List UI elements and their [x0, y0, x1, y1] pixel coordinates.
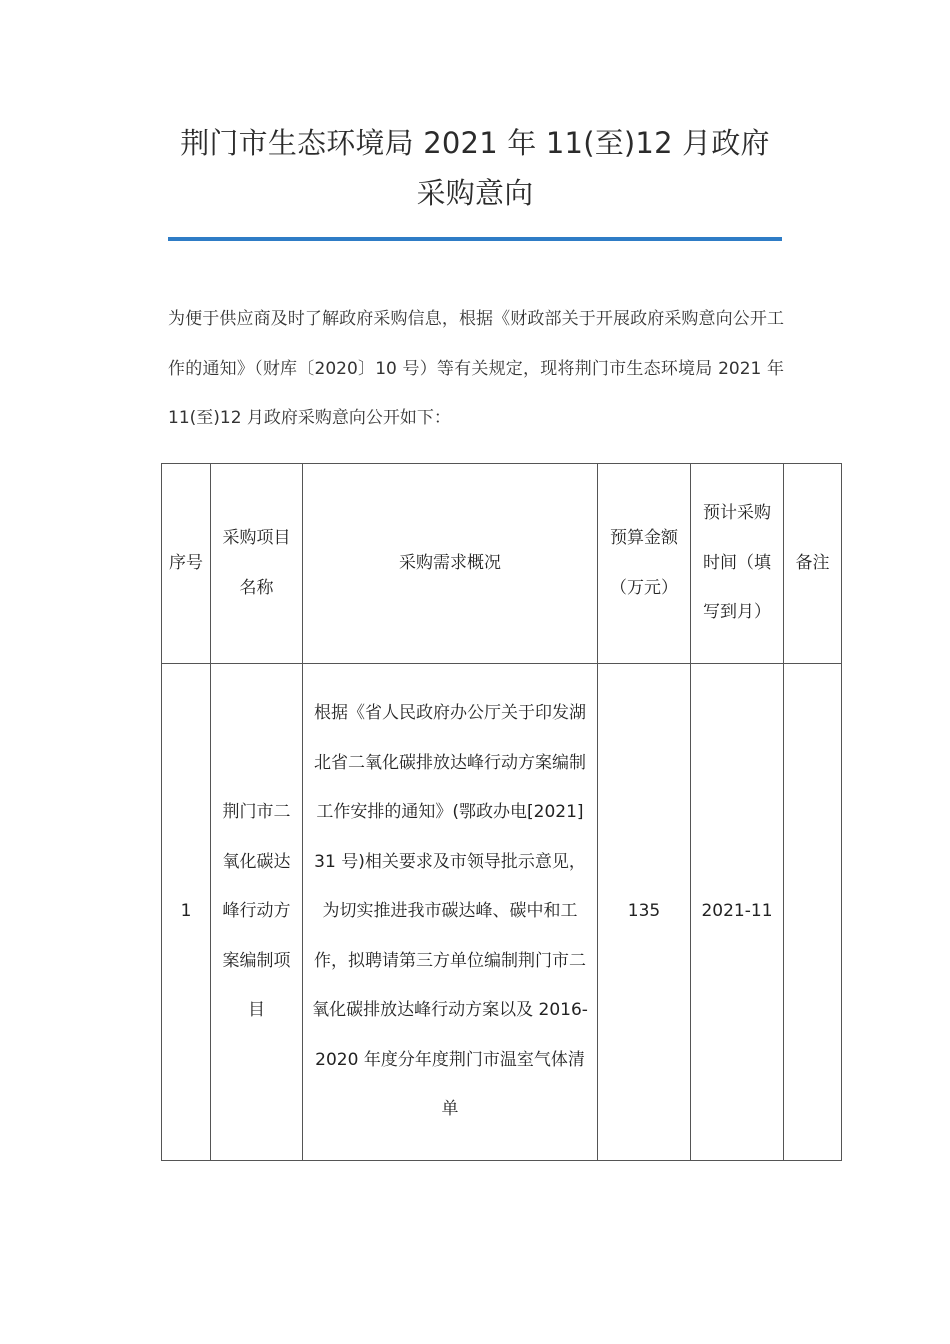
- cell-remark: [784, 664, 842, 1161]
- cell-seq: 1: [162, 664, 211, 1161]
- header-project-name: 采购项目名称: [211, 464, 303, 664]
- header-summary: 采购需求概况: [303, 464, 598, 664]
- header-remark: 备注: [784, 464, 842, 664]
- intro-paragraph: 为便于供应商及时了解政府采购信息，根据《财政部关于开展政府采购意向公开工作的通知》（财库〔2020〕10 号）等有关规定，现将荆门市生态环境局 2021 年 11(至)12 月政府采购意向公开如下：: [168, 309, 784, 428]
- table-row: [162, 664, 842, 1161]
- title-divider: [168, 237, 782, 241]
- header-time: 预计采购时间（填写到月）: [691, 464, 784, 664]
- cell-project-name: 荆门市二氧化碳达峰行动方案编制项目: [211, 664, 303, 1161]
- cell-summary: 根据《省人民政府办公厅关于印发湖北省二氧化碳排放达峰行动方案编制工作安排的通知》(鄂政办电[2021] 31 号)相关要求及市领导批示意见，为切实推进我市碳达峰、碳中和工作，拟聘请第三方单位编制荆门市二氧化碳排放达峰行动方案以及 2016-2020 年度分年度荆门市温室气体清单: [303, 664, 598, 1161]
- procurement-table: [161, 463, 842, 1161]
- cell-budget: 135: [598, 664, 691, 1161]
- cell-time: 2021-11: [691, 664, 784, 1161]
- table-header-row: [162, 464, 842, 664]
- header-budget: 预算金额（万元）: [598, 464, 691, 664]
- header-seq: 序号: [162, 464, 211, 664]
- document-title: 荆门市生态环境局 2021 年 11(至)12 月政府采购意向: [180, 126, 770, 210]
